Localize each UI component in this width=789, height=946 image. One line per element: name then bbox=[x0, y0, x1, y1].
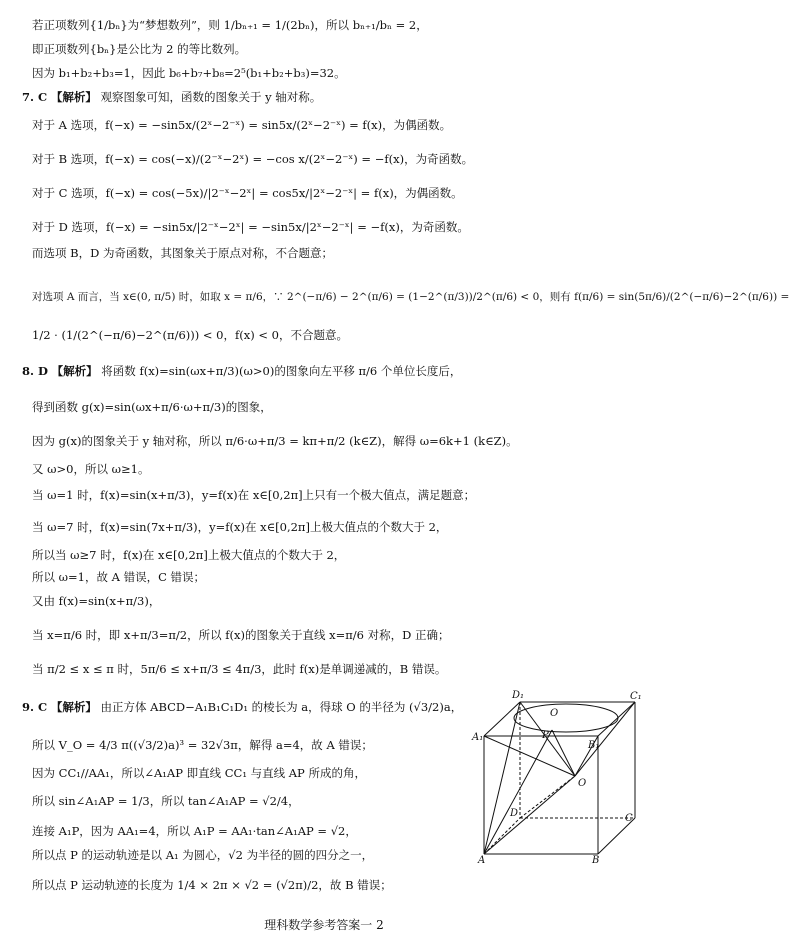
page-footer: 理科数学参考答案一 2 bbox=[264, 918, 384, 932]
analysis-tag: 【解析】 bbox=[51, 364, 98, 378]
text-line: 而选项 B，D 为奇函数，其图象关于原点对称，不合题意； bbox=[32, 246, 333, 260]
text-line: 又由 f(x)=sin(x+π/3)， bbox=[32, 594, 161, 608]
analysis-tag: 【解析】 bbox=[50, 700, 97, 714]
question-text: 观察图象可知，函数的图象关于 y 轴对称。 bbox=[100, 90, 322, 104]
text-line: 当 π/2 ≤ x ≤ π 时，5π/6 ≤ x+π/3 ≤ 4π/3，此时 f(x)是单调递减的，B 错误。 bbox=[32, 662, 447, 676]
text-line: 因为 g(x)的图象关于 y 轴对称，所以 π/6·ω+π/3 = kπ+π/2 (k∈Z)，解得 ω=6k+1 (k∈Z)。 bbox=[32, 434, 518, 448]
label-a1: A₁ bbox=[472, 732, 484, 743]
text-line: 又 ω>0，所以 ω≥1。 bbox=[32, 462, 150, 476]
label-c1: C₁ bbox=[630, 691, 642, 702]
label-a: A bbox=[478, 855, 486, 866]
text-line: 所以点 P 运动轨迹的长度为 1/4 × 2π × √2 = (√2π)/2，故 B 错误； bbox=[32, 878, 392, 892]
text-line: 连接 A₁P，因为 AA₁=4，所以 A₁P = AA₁·tan∠A₁AP = √2， bbox=[32, 824, 357, 838]
question-text: 由正方体 ABCD−A₁B₁C₁D₁ 的棱长为 a，得球 O 的半径为 (√3/2)a， bbox=[100, 700, 463, 714]
label-b1: B₁ bbox=[588, 740, 600, 751]
text-line: 所以当 ω≥7 时，f(x)在 x∈[0,2π]上极大值点的个数大于 2， bbox=[32, 548, 346, 562]
text-line: 所以 sin∠A₁AP = 1/3，所以 tan∠A₁AP = √2/4， bbox=[32, 794, 300, 808]
label-b: B bbox=[592, 855, 600, 866]
label-o: O bbox=[578, 778, 587, 789]
text-line: 1/2 · (1/(2^(−π/6)−2^(π/6))) < 0，f(x) < 0，不合题意。 bbox=[32, 328, 348, 342]
text-line: 对于 C 选项，f(−x) = cos(−5x)/|2⁻ˣ−2ˣ| = cos5x/|2ˣ−2⁻ˣ| = f(x)，为偶函数。 bbox=[32, 186, 463, 200]
question-number: 9. C bbox=[22, 700, 48, 714]
label-p: P bbox=[542, 730, 549, 741]
text-line: 所以 V_O = 4/3 π((√3/2)a)³ = 32√3π，解得 a=4，故 A 错误； bbox=[32, 738, 373, 752]
text-line: 所以 ω=1，故 A 错误，C 错误； bbox=[32, 570, 206, 584]
text-line: 因为 b₁+b₂+b₃=1，因此 b₆+b₇+b₈=2⁵(b₁+b₂+b₃)=32。 bbox=[32, 66, 346, 80]
text-line: 对于 D 选项，f(−x) = −sin5x/|2⁻ˣ−2ˣ| = −sin5x/|2ˣ−2⁻ˣ| = −f(x)，为奇函数。 bbox=[32, 220, 469, 234]
text-line: 得到函数 g(x)=sin(ωx+π/6·ω+π/3)的图象， bbox=[32, 400, 272, 414]
text-line: 因为 CC₁//AA₁，所以∠A₁AP 即直线 CC₁ 与直线 AP 所成的角， bbox=[32, 766, 366, 780]
question-8-header bbox=[22, 364, 636, 379]
text-line: 对于 B 选项，f(−x) = cos(−x)/(2⁻ˣ−2ˣ) = −cos x/(2ˣ−2⁻ˣ) = −f(x)，为奇函数。 bbox=[32, 152, 474, 166]
analysis-tag: 【解析】 bbox=[50, 90, 97, 104]
label-c: C bbox=[625, 813, 633, 824]
text-line: 对选项 A 而言，当 x∈(0, π/5) 时，如取 x = π/6，∵ 2^(−π/6) − 2^(π/6) = (1−2^(π/3))/2^(π/6) < 0，则有 f(π/6) = sin(5π/6)/(2^(−π/6)−2^(π/6)) = bbox=[32, 291, 789, 303]
text-line: 若正项数列{1/bₙ}为“梦想数列”，则 1/bₙ₊₁ = 1/(2bₙ)，所以 bₙ₊₁/bₙ = 2， bbox=[32, 18, 428, 32]
text-line: 当 ω=7 时，f(x)=sin(7x+π/3)，y=f(x)在 x∈[0,2π]上极大值点的个数大于 2， bbox=[32, 520, 448, 534]
question-number: 7. C bbox=[22, 90, 48, 104]
label-d: D bbox=[510, 808, 519, 819]
question-9-header bbox=[22, 700, 463, 715]
text-line: 当 ω=1 时，f(x)=sin(x+π/3)，y=f(x)在 x∈[0,2π]上只有一个极大值点，满足题意； bbox=[32, 488, 476, 502]
label-d1: D₁ bbox=[512, 690, 525, 701]
text-line: 所以点 P 的运动轨迹是以 A₁ 为圆心，√2 为半径的圆的四分之一， bbox=[32, 848, 374, 862]
question-7-header bbox=[22, 90, 636, 105]
question-text: 将函数 f(x)=sin(ωx+π/3)(ω>0)的图象向左平移 π/6 个单位长度后， bbox=[101, 364, 462, 378]
cube-diagram bbox=[470, 686, 642, 864]
text-line: 当 x=π/6 时，即 x+π/3=π/2，所以 f(x)的图象关于直线 x=π/6 对称，D 正确； bbox=[32, 628, 450, 642]
question-number: 8. D bbox=[22, 364, 48, 378]
text-line: 对于 A 选项，f(−x) = −sin5x/(2ˣ−2⁻ˣ) = sin5x/(2ˣ−2⁻ˣ) = f(x)，为偶函数。 bbox=[32, 118, 452, 132]
label-o-top: O bbox=[550, 708, 559, 719]
text-line: 即正项数列{bₙ}是公比为 2 的等比数列。 bbox=[32, 42, 247, 56]
